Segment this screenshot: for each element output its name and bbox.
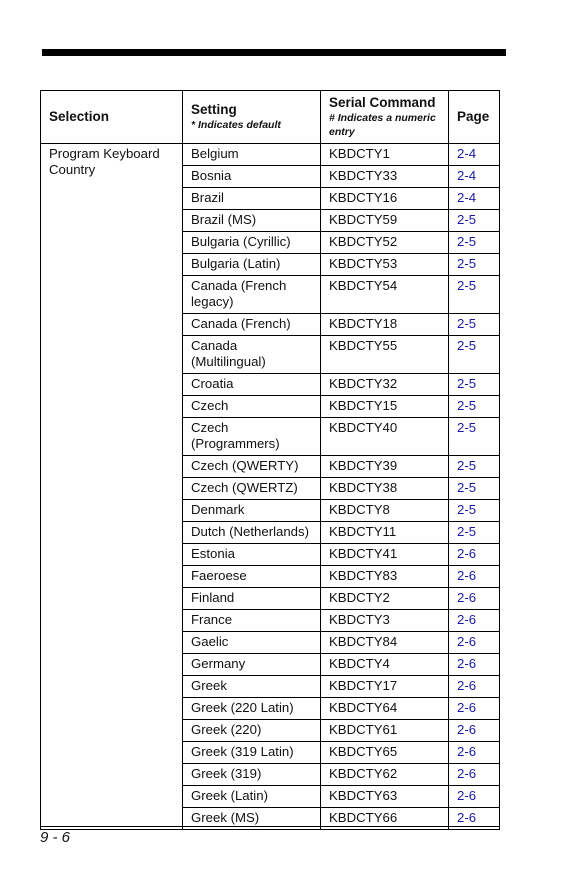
table-row xyxy=(41,144,500,166)
page-link[interactable]: 2-6 xyxy=(457,700,477,715)
serial-command-cell: KBDCTY18 xyxy=(321,314,449,336)
page-cell xyxy=(449,456,500,478)
table-body xyxy=(41,144,500,830)
page-cell xyxy=(449,374,500,396)
setting-cell: Bulgaria (Latin) xyxy=(183,254,321,276)
setting-cell: Faeroese xyxy=(183,566,321,588)
page-link[interactable]: 2-5 xyxy=(457,458,477,473)
page-cell xyxy=(449,632,500,654)
serial-command-cell: KBDCTY41 xyxy=(321,544,449,566)
top-rule xyxy=(42,49,506,56)
serial-command-cell: KBDCTY8 xyxy=(321,500,449,522)
page-cell xyxy=(449,742,500,764)
page-link[interactable]: 2-6 xyxy=(457,744,477,759)
serial-command-cell: KBDCTY83 xyxy=(321,566,449,588)
bottom-rule xyxy=(40,826,500,827)
page-cell xyxy=(449,654,500,676)
setting-cell: Bosnia xyxy=(183,166,321,188)
serial-command-cell: KBDCTY62 xyxy=(321,764,449,786)
setting-cell: Greek (220) xyxy=(183,720,321,742)
page-link[interactable]: 2-6 xyxy=(457,678,477,693)
serial-command-cell: KBDCTY1 xyxy=(321,144,449,166)
setting-cell: Czech xyxy=(183,396,321,418)
serial-command-cell: KBDCTY39 xyxy=(321,456,449,478)
page-cell xyxy=(449,786,500,808)
page-link[interactable]: 2-5 xyxy=(457,316,477,331)
setting-cell: Greek (220 Latin) xyxy=(183,698,321,720)
page-link[interactable]: 2-6 xyxy=(457,722,477,737)
serial-command-cell: KBDCTY3 xyxy=(321,610,449,632)
page-link[interactable]: 2-5 xyxy=(457,234,477,249)
serial-command-cell: KBDCTY59 xyxy=(321,210,449,232)
page-cell xyxy=(449,566,500,588)
serial-command-cell: KBDCTY11 xyxy=(321,522,449,544)
setting-cell: Bulgaria (Cyrillic) xyxy=(183,232,321,254)
setting-cell: Dutch (Netherlands) xyxy=(183,522,321,544)
page-link[interactable]: 2-4 xyxy=(457,146,477,161)
page-link[interactable]: 2-5 xyxy=(457,376,477,391)
setting-cell: Gaelic xyxy=(183,632,321,654)
setting-cell: Greek (319) xyxy=(183,764,321,786)
setting-cell: Denmark xyxy=(183,500,321,522)
page-link[interactable]: 2-6 xyxy=(457,590,477,605)
page-link[interactable]: 2-6 xyxy=(457,634,477,649)
serial-command-cell: KBDCTY2 xyxy=(321,588,449,610)
page-link[interactable]: 2-6 xyxy=(457,766,477,781)
serial-command-cell: KBDCTY17 xyxy=(321,676,449,698)
page-link[interactable]: 2-6 xyxy=(457,568,477,583)
setting-cell: Estonia xyxy=(183,544,321,566)
page-cell xyxy=(449,676,500,698)
page-link[interactable]: 2-6 xyxy=(457,612,477,627)
page-link[interactable]: 2-5 xyxy=(457,212,477,227)
serial-command-cell: KBDCTY53 xyxy=(321,254,449,276)
serial-command-cell: KBDCTY40 xyxy=(321,418,449,456)
setting-cell: Greek (MS) xyxy=(183,808,321,830)
serial-command-cell: KBDCTY16 xyxy=(321,188,449,210)
setting-cell: Czech (Programmers) xyxy=(183,418,321,456)
page-link[interactable]: 2-6 xyxy=(457,656,477,671)
setting-cell: Belgium xyxy=(183,144,321,166)
header-setting xyxy=(183,91,321,144)
serial-command-cell: KBDCTY33 xyxy=(321,166,449,188)
setting-cell: Croatia xyxy=(183,374,321,396)
serial-command-cell: KBDCTY15 xyxy=(321,396,449,418)
setting-cell: Finland xyxy=(183,588,321,610)
page-link[interactable]: 2-4 xyxy=(457,168,477,183)
setting-cell: Canada (Multilingual) xyxy=(183,336,321,374)
header-serial-note: # Indicates a numeric entry xyxy=(329,112,436,138)
page-cell xyxy=(449,720,500,742)
header-selection-label: Selection xyxy=(49,109,110,124)
serial-command-cell: KBDCTY64 xyxy=(321,698,449,720)
page-cell xyxy=(449,610,500,632)
selection-cell: Program Keyboard Country xyxy=(41,144,183,830)
setting-cell: Canada (French) xyxy=(183,314,321,336)
page-cell xyxy=(449,522,500,544)
setting-cell: Greek xyxy=(183,676,321,698)
page-link[interactable]: 2-4 xyxy=(457,190,477,205)
setting-cell: Czech (QWERTZ) xyxy=(183,478,321,500)
page-cell xyxy=(449,210,500,232)
setting-cell: Greek (319 Latin) xyxy=(183,742,321,764)
serial-command-cell: KBDCTY65 xyxy=(321,742,449,764)
serial-command-cell: KBDCTY63 xyxy=(321,786,449,808)
page-cell xyxy=(449,478,500,500)
header-page xyxy=(449,91,500,144)
page-cell xyxy=(449,188,500,210)
setting-cell: Canada (French legacy) xyxy=(183,276,321,314)
page-cell xyxy=(449,276,500,314)
serial-command-cell: KBDCTY4 xyxy=(321,654,449,676)
serial-command-cell: KBDCTY61 xyxy=(321,720,449,742)
serial-command-cell: KBDCTY54 xyxy=(321,276,449,314)
setting-cell: Brazil xyxy=(183,188,321,210)
page-link[interactable]: 2-5 xyxy=(457,502,477,517)
page-link[interactable]: 2-6 xyxy=(457,546,477,561)
serial-command-cell: KBDCTY84 xyxy=(321,632,449,654)
page-cell xyxy=(449,166,500,188)
serial-command-cell: KBDCTY55 xyxy=(321,336,449,374)
header-selection xyxy=(41,91,183,144)
setting-cell: France xyxy=(183,610,321,632)
header-setting-label: Setting xyxy=(191,102,237,117)
header-serial-command xyxy=(321,91,449,144)
header-setting-note: * Indicates default xyxy=(191,119,281,131)
page-cell xyxy=(449,144,500,166)
page-cell xyxy=(449,396,500,418)
header-serial-command-label: Serial Command xyxy=(329,95,436,110)
setting-cell: Czech (QWERTY) xyxy=(183,456,321,478)
serial-command-cell: KBDCTY32 xyxy=(321,374,449,396)
page-cell xyxy=(449,500,500,522)
page-cell xyxy=(449,336,500,374)
page-link[interactable]: 2-5 xyxy=(457,480,477,495)
setting-cell: Brazil (MS) xyxy=(183,210,321,232)
page-cell xyxy=(449,588,500,610)
page-link[interactable]: 2-5 xyxy=(457,338,477,353)
page-cell xyxy=(449,418,500,456)
page-link[interactable]: 2-5 xyxy=(457,398,477,413)
page-link[interactable]: 2-5 xyxy=(457,420,477,435)
setting-cell: Germany xyxy=(183,654,321,676)
page-cell xyxy=(449,764,500,786)
page-link[interactable]: 2-5 xyxy=(457,278,477,293)
page-cell xyxy=(449,544,500,566)
page-link[interactable]: 2-5 xyxy=(457,524,477,539)
keyboard-country-table xyxy=(40,90,500,830)
page-link[interactable]: 2-5 xyxy=(457,256,477,271)
serial-command-cell: KBDCTY52 xyxy=(321,232,449,254)
page-number: 9 - 6 xyxy=(40,829,71,846)
table-header-row xyxy=(41,91,500,144)
page-cell xyxy=(449,254,500,276)
page-cell xyxy=(449,232,500,254)
serial-command-cell: KBDCTY66 xyxy=(321,808,449,830)
page-cell xyxy=(449,314,500,336)
header-page-label: Page xyxy=(457,109,490,124)
page-cell xyxy=(449,698,500,720)
page-link[interactable]: 2-6 xyxy=(457,788,477,803)
serial-command-cell: KBDCTY38 xyxy=(321,478,449,500)
setting-cell: Greek (Latin) xyxy=(183,786,321,808)
page-link[interactable]: 2-6 xyxy=(457,810,477,825)
